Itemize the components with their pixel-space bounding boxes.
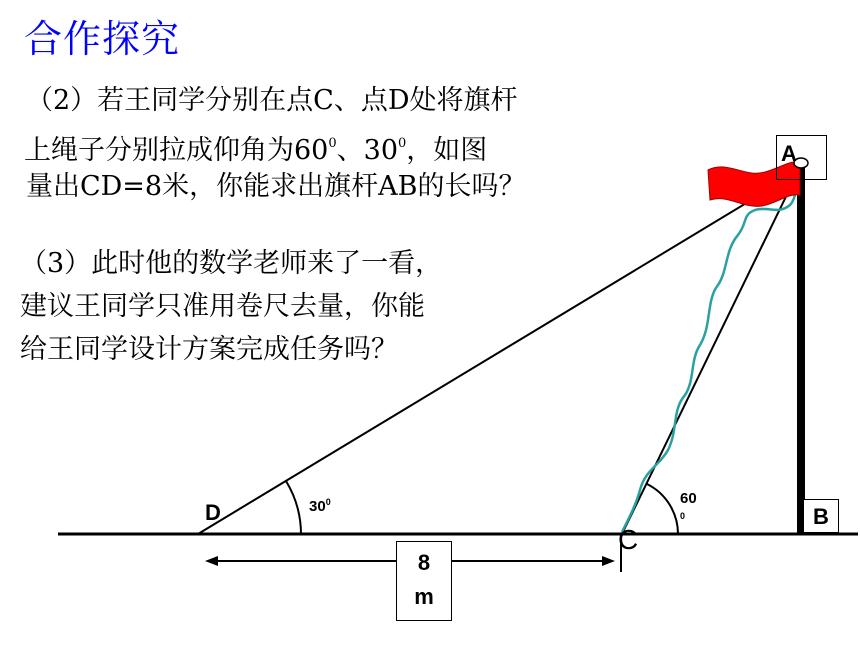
- angle-arc-C: [647, 484, 678, 534]
- arrowhead-right: [602, 556, 615, 566]
- distance-label: 8m: [396, 541, 452, 621]
- question-2-line-2: 上绳子分别拉成仰角为$60^0$、$30^0$，如图: [24, 135, 488, 166]
- question-3-line-1: （3）此时他的数学老师来了一看，: [20, 248, 443, 279]
- angle-D-label: $30^0$: [309, 497, 331, 515]
- angle-arc-D: [286, 481, 301, 534]
- degree-mark: 0: [328, 136, 337, 151]
- point-D-label: D: [205, 500, 221, 525]
- question-2-line-3: 量出CD=8米，你能求出旗杆AB的长吗？: [26, 171, 526, 202]
- point-C-label: C: [618, 524, 639, 555]
- point-B-label: B: [803, 499, 839, 533]
- line-CA: [622, 178, 795, 534]
- question-2-line-1: （2）若王同学分别在点C、点D处将旗杆: [26, 85, 518, 116]
- line-DA: [198, 193, 763, 534]
- point-A-label: A: [781, 141, 797, 166]
- question-3-line-3: 给王同学设计方案完成任务吗？: [20, 334, 398, 365]
- question-3-line-2: 建议王同学只准用卷尺去量，你能: [20, 291, 425, 322]
- degree-mark: 0: [398, 136, 407, 151]
- arrowhead-left: [205, 556, 218, 566]
- slide-title: 合作探究: [24, 17, 181, 61]
- angle-C-label: 60 0: [680, 490, 697, 521]
